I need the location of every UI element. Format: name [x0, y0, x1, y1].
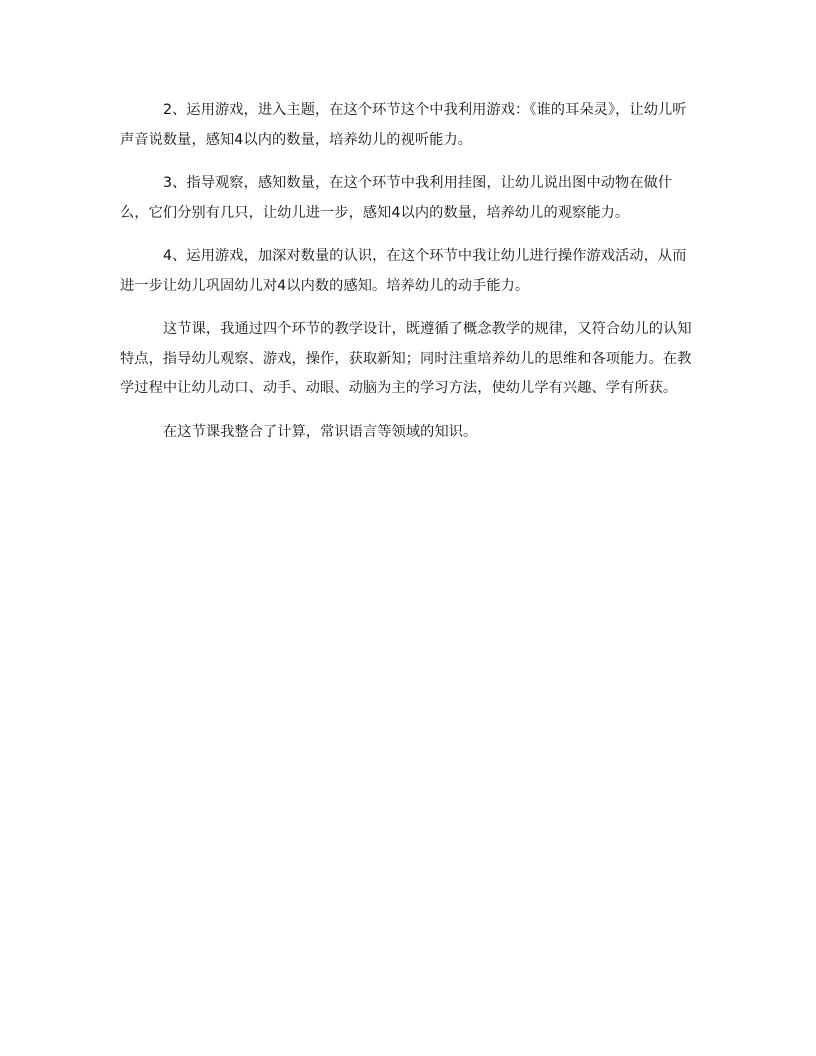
paragraph-step-4: 4、运用游戏，加深对数量的认识，在这个环节中我让幼儿进行操作游戏活动，从而进一步让幼儿巩固幼儿对4以内数的感知。培养幼儿的动手能力。 — [120, 248, 687, 294]
document-body — [120, 96, 694, 461]
paragraph-summary: 这节课，我通过四个环节的教学设计，既遵循了概念教学的规律，又符合幼儿的认知特点，指导幼儿观察、游戏，操作，获取新知；同时注重培养幼儿的思维和各项能力。在教学过程中让幼儿动口、动手、动眼、动脑为主的学习方法，使幼儿学有兴趣、学有所获。 — [120, 321, 692, 396]
paragraph-step-3: 3、指导观察，感知数量，在这个环节中我利用挂图，让幼儿说出图中动物在做什么，它们分别有几只，让幼儿进一步，感知4以内的数量，培养幼儿的观察能力。 — [120, 175, 673, 221]
paragraph-integration: 在这节课我整合了计算，常识语言等领域的知识。 — [163, 423, 478, 440]
paragraph-step-2: 2、运用游戏，进入主题，在这个环节这个中我利用游戏：《谁的耳朵灵》，让幼儿听声音说数量，感知4以内的数量，培养幼儿的视听能力。 — [120, 102, 687, 148]
